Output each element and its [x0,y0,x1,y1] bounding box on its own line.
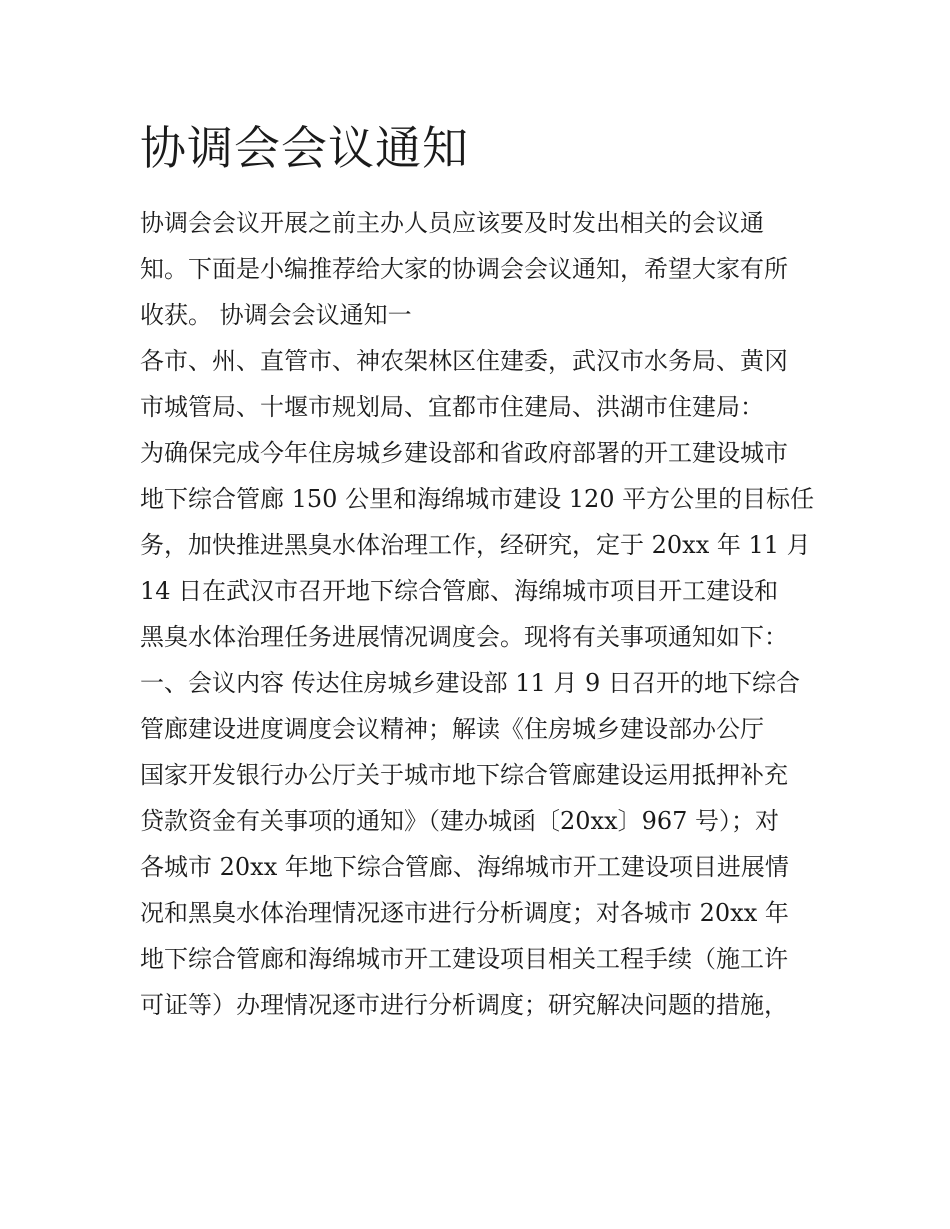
body-line: 可证等）办理情况逐市进行分析调度；研究解决问题的措施， [140,991,788,1019]
document-title: 协调会会议通知 [140,121,469,175]
body-line: 国家开发银行办公厅关于城市地下综合管廊建设运用抵押补充 [140,761,788,789]
body-line: 各城市 20xx 年地下综合管廊、海绵城市开工建设项目进展情 [140,853,789,881]
body-line: 务，加快推进黑臭水体治理工作，经研究，定于 20xx 年 11 月 [140,531,811,559]
body-line: 地下综合管廊和海绵城市开工建设项目相关工程手续（施工许 [140,945,788,973]
body-line: 各市、州、直管市、神农架林区住建委，武汉市水务局、黄冈 [140,347,788,375]
body-line: 知。下面是小编推荐给大家的协调会会议通知，希望大家有所 [140,255,788,283]
document-body [140,200,830,1028]
body-line: 况和黑臭水体治理情况逐市进行分析调度；对各城市 20xx 年 [140,899,789,927]
body-line: 黑臭水体治理任务进展情况调度会。现将有关事项通知如下： [140,623,788,651]
body-line: 一、会议内容 传达住房城乡建设部 11 月 9 日召开的地下综合 [140,669,800,697]
body-line: 协调会会议开展之前主办人员应该要及时发出相关的会议通 [140,209,764,237]
body-line: 管廊建设进度调度会议精神；解读《住房城乡建设部办公厅 [140,715,764,743]
body-line: 14 日在武汉市召开地下综合管廊、海绵城市项目开工建设和 [140,577,779,605]
body-line: 为确保完成今年住房城乡建设部和省政府部署的开工建设城市 [140,439,788,467]
body-line: 收获。 协调会会议通知一 [140,301,412,329]
body-line: 市城管局、十堰市规划局、宜都市住建局、洪湖市住建局： [140,393,764,421]
body-line: 地下综合管廊 150 公里和海绵城市建设 120 平方公里的目标任 [140,485,815,513]
body-line: 贷款资金有关事项的通知》（建办城函〔20xx〕967 号）；对 [140,807,780,835]
